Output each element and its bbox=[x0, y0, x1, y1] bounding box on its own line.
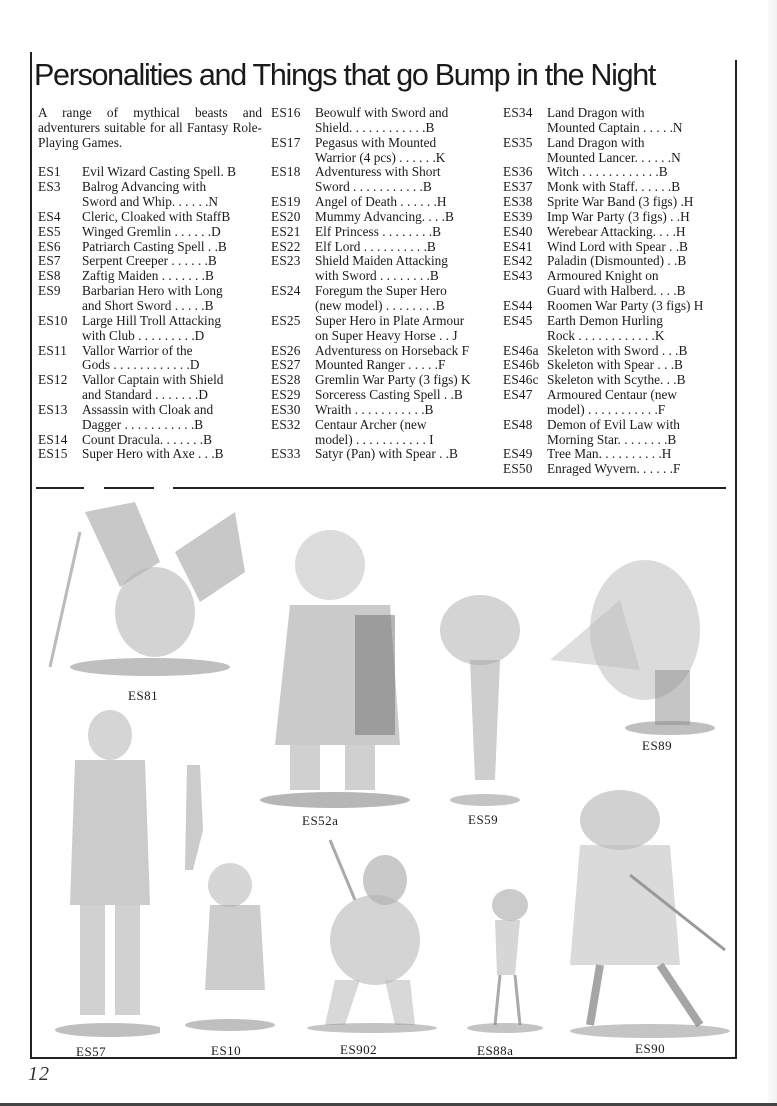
figure-label: ES59 bbox=[468, 812, 499, 827]
product-code: ES23 bbox=[271, 253, 301, 269]
description-line: Wraith . . . . . . . . . . .B bbox=[315, 401, 434, 417]
product-code: ES13 bbox=[38, 401, 68, 417]
description-line: Satyr (Pan) with Spear . .B bbox=[315, 446, 458, 462]
description-line: Sword . . . . . . . . . . .B bbox=[315, 179, 432, 195]
figure-label: ES52a bbox=[302, 813, 339, 828]
product-description bbox=[315, 314, 499, 344]
description-line: Foregum the Super Hero bbox=[315, 283, 447, 299]
product-code: ES50 bbox=[503, 461, 533, 477]
catalogue-entry bbox=[503, 136, 731, 166]
page-edge-shadow bbox=[768, 0, 777, 1106]
catalogue-entry bbox=[271, 240, 499, 255]
description-line: Werebear Attacking. . . .H bbox=[547, 223, 686, 239]
product-description bbox=[315, 165, 499, 195]
description-line: Elf Lord . . . . . . . . . .B bbox=[315, 238, 436, 254]
product-description bbox=[547, 358, 731, 373]
catalogue-entry bbox=[503, 388, 731, 418]
product-description bbox=[547, 418, 731, 448]
product-code: ES1 bbox=[38, 164, 61, 180]
figure-es57 bbox=[40, 705, 160, 1060]
description-line: Mounted Lancer. . . . . .N bbox=[547, 149, 681, 165]
product-code: ES22 bbox=[271, 238, 301, 254]
description-line: Zaftig Maiden . . . . . . .B bbox=[82, 268, 214, 284]
figure-es88a bbox=[455, 885, 545, 1060]
product-code: ES30 bbox=[271, 401, 301, 417]
product-code: ES3 bbox=[38, 179, 61, 195]
product-code: ES9 bbox=[38, 283, 61, 299]
catalogue-entry bbox=[271, 225, 499, 240]
catalogue-entry bbox=[503, 462, 731, 477]
tree-creature-figure-image bbox=[430, 560, 530, 810]
description-line: Dagger . . . . . . . . . . .B bbox=[82, 416, 204, 432]
product-description bbox=[315, 418, 499, 448]
catalogue-entry bbox=[38, 447, 262, 462]
product-description bbox=[315, 225, 499, 240]
product-code: ES39 bbox=[503, 208, 533, 224]
product-description bbox=[82, 447, 262, 462]
figure-es90 bbox=[560, 785, 740, 1060]
description-line: with Sword . . . . . . . .B bbox=[315, 268, 439, 284]
skeleton-figure-image bbox=[455, 885, 545, 1035]
product-description bbox=[82, 210, 262, 225]
product-description bbox=[547, 344, 731, 359]
figure-es59 bbox=[430, 560, 530, 830]
description-line: Barbarian Hero with Long bbox=[82, 283, 223, 299]
product-description bbox=[547, 462, 731, 477]
figure-label: ES88a bbox=[477, 1043, 514, 1058]
product-code: ES17 bbox=[271, 134, 301, 150]
product-description bbox=[82, 373, 262, 403]
product-description bbox=[315, 447, 499, 462]
description-line: Gods . . . . . . . . . . . .D bbox=[82, 357, 200, 373]
product-code: ES18 bbox=[271, 164, 301, 180]
description-line: Mounted Captain . . . . .N bbox=[547, 119, 683, 135]
product-description bbox=[547, 314, 731, 344]
product-code: ES28 bbox=[271, 372, 301, 388]
product-code: ES12 bbox=[38, 372, 68, 388]
product-code: ES20 bbox=[271, 208, 301, 224]
product-description bbox=[82, 180, 262, 210]
product-description bbox=[547, 106, 731, 136]
product-description bbox=[547, 254, 731, 269]
description-line: Large Hill Troll Attacking bbox=[82, 312, 222, 328]
product-code: ES33 bbox=[271, 446, 301, 462]
hill-troll-figure-image bbox=[175, 760, 285, 1040]
description-line: Skeleton with Spear . . .B bbox=[547, 357, 683, 373]
description-line: Serpent Creeper . . . . . .B bbox=[82, 253, 217, 269]
catalogue-entry bbox=[38, 373, 262, 403]
product-description bbox=[82, 344, 262, 374]
product-code: ES14 bbox=[38, 431, 68, 447]
description-line: Mounted Ranger . . . . .F bbox=[315, 357, 446, 373]
description-line: Shield. . . . . . . . . . . .B bbox=[315, 119, 435, 135]
catalogue-column-2 bbox=[271, 106, 499, 462]
catalogue-entry bbox=[503, 210, 731, 225]
product-description bbox=[315, 284, 499, 314]
description-line: Mummy Advancing. . . .B bbox=[315, 208, 454, 224]
catalogue-column-1 bbox=[38, 106, 262, 462]
product-description bbox=[82, 240, 262, 255]
product-code: ES15 bbox=[38, 446, 68, 462]
description-line: Armoured Knight on bbox=[547, 268, 659, 284]
catalogue-entry bbox=[503, 254, 731, 269]
winged-demon-figure-image bbox=[540, 520, 750, 735]
product-description bbox=[82, 314, 262, 344]
description-line: Super Hero with Axe . . .B bbox=[82, 446, 224, 462]
description-line: Vallor Warrior of the bbox=[82, 342, 193, 358]
product-code: ES34 bbox=[503, 105, 533, 120]
description-line: Sprite War Band (3 figs) .H bbox=[547, 194, 694, 210]
product-description bbox=[315, 136, 499, 166]
catalogue-entry bbox=[271, 447, 499, 462]
catalogue-entry bbox=[503, 344, 731, 359]
product-description bbox=[547, 447, 731, 462]
catalogue-entry bbox=[271, 254, 499, 284]
catalogue-entry bbox=[38, 433, 262, 448]
catalogue-entry bbox=[271, 210, 499, 225]
product-code: ES38 bbox=[503, 194, 533, 210]
description-line: Monk with Staff. . . . . .B bbox=[547, 179, 681, 195]
product-code: ES47 bbox=[503, 387, 533, 403]
catalogue-entry bbox=[271, 106, 499, 136]
product-code: ES27 bbox=[271, 357, 301, 373]
catalogue-entry bbox=[271, 314, 499, 344]
product-description bbox=[547, 210, 731, 225]
description-line: Winged Gremlin . . . . . .D bbox=[82, 223, 221, 239]
product-code: ES21 bbox=[271, 223, 301, 239]
beast-figure-image bbox=[300, 830, 440, 1035]
description-line: Vallor Captain with Shield bbox=[82, 372, 224, 388]
description-line: Skeleton with Sword . . .B bbox=[547, 342, 688, 358]
description-line: Elf Princess . . . . . . . .B bbox=[315, 223, 441, 239]
product-code: ES24 bbox=[271, 283, 301, 299]
description-line: Count Dracula. . . . . . .B bbox=[82, 431, 212, 447]
description-line: (new model) . . . . . . . .B bbox=[315, 297, 445, 313]
description-line: Adventuress with Short bbox=[315, 164, 441, 180]
product-description bbox=[547, 195, 731, 210]
product-code: ES41 bbox=[503, 238, 533, 254]
product-description bbox=[547, 373, 731, 388]
page-title: Personalities and Things that go Bump in the Night bbox=[34, 58, 656, 93]
description-line: and Standard . . . . . . .D bbox=[82, 387, 208, 403]
figure-label: ES902 bbox=[340, 1042, 378, 1057]
catalogue-entry bbox=[271, 195, 499, 210]
description-line: Earth Demon Hurling bbox=[547, 312, 663, 328]
description-line: Morning Star. . . . . . . .B bbox=[547, 431, 677, 447]
catalogue-entry bbox=[503, 447, 731, 462]
catalogue-entry bbox=[503, 106, 731, 136]
catalogue-entry bbox=[271, 344, 499, 359]
description-line: Warrior (4 pcs) . . . . . .K bbox=[315, 149, 446, 165]
description-line: Super Hero in Plate Armour bbox=[315, 312, 465, 328]
catalogue-entry bbox=[38, 165, 262, 180]
catalogue-entry bbox=[38, 269, 262, 284]
product-code: ES46c bbox=[503, 372, 539, 388]
description-line: model) . . . . . . . . . . .F bbox=[547, 401, 666, 417]
catalogue-entry bbox=[271, 165, 499, 195]
catalogue-entry bbox=[503, 180, 731, 195]
catalogue-entry bbox=[271, 418, 499, 448]
product-code: ES25 bbox=[271, 312, 301, 328]
description-line: Witch . . . . . . . . . . . .B bbox=[547, 164, 668, 180]
description-line: Enraged Wyvern. . . . . .F bbox=[547, 461, 681, 477]
description-line: Gremlin War Party (3 figs) K bbox=[315, 372, 471, 388]
product-code: ES44 bbox=[503, 297, 533, 313]
warrior-figure-image bbox=[560, 785, 740, 1040]
description-line: Evil Wizard Casting Spell. B bbox=[82, 164, 236, 180]
catalogue-entry bbox=[38, 403, 262, 433]
description-line: Land Dragon with bbox=[547, 105, 645, 120]
product-code: ES37 bbox=[503, 179, 533, 195]
description-line: Balrog Advancing with bbox=[82, 179, 207, 195]
product-description bbox=[82, 433, 262, 448]
catalogue-entry bbox=[271, 284, 499, 314]
catalogue-entry bbox=[38, 240, 262, 255]
description-line: model) . . . . . . . . . . . I bbox=[315, 431, 434, 447]
product-description bbox=[82, 403, 262, 433]
product-code: ES7 bbox=[38, 253, 61, 269]
product-code: ES46a bbox=[503, 342, 539, 358]
product-description bbox=[315, 195, 499, 210]
description-line: Assassin with Cloak and bbox=[82, 401, 214, 417]
catalogue-entry bbox=[271, 403, 499, 418]
catalogue-entry bbox=[503, 299, 731, 314]
description-line: with Club . . . . . . . . .D bbox=[82, 327, 205, 343]
catalogue-entry bbox=[271, 136, 499, 166]
product-code: ES35 bbox=[503, 134, 533, 150]
figure-label: ES81 bbox=[128, 688, 159, 703]
product-description bbox=[315, 403, 499, 418]
description-line: Rock . . . . . . . . . . . .K bbox=[547, 327, 665, 343]
product-code: ES10 bbox=[38, 312, 68, 328]
catalogue-entry bbox=[271, 358, 499, 373]
description-line: Centaur Archer (new bbox=[315, 416, 427, 432]
catalogue-entry bbox=[38, 210, 262, 225]
catalogue-entry bbox=[271, 388, 499, 403]
description-line: Tree Man. . . . . . . . . .H bbox=[547, 446, 672, 462]
product-description bbox=[315, 106, 499, 136]
description-line: Cleric, Cloaked with StaffB bbox=[82, 208, 231, 224]
description-line: Imp War Party (3 figs) . .H bbox=[547, 208, 690, 224]
catalogue-entry bbox=[503, 373, 731, 388]
catalogue-entry bbox=[503, 358, 731, 373]
catalogue-entry bbox=[503, 418, 731, 448]
product-description bbox=[547, 165, 731, 180]
figure-es10 bbox=[175, 760, 285, 1060]
catalogue-entry bbox=[503, 195, 731, 210]
description-line: Guard with Halberd. . . .B bbox=[547, 283, 686, 299]
catalogue-entry bbox=[503, 225, 731, 240]
figure-label: ES57 bbox=[76, 1044, 107, 1059]
catalogue-entry bbox=[503, 314, 731, 344]
catalogue-entry bbox=[38, 284, 262, 314]
product-description bbox=[547, 299, 731, 314]
catalogue-entry bbox=[38, 254, 262, 269]
product-code: ES4 bbox=[38, 208, 61, 224]
product-code: ES49 bbox=[503, 446, 533, 462]
figure-label: ES89 bbox=[642, 738, 673, 753]
description-line: Patriarch Casting Spell . .B bbox=[82, 238, 227, 254]
product-code: ES26 bbox=[271, 342, 301, 358]
description-line: Demon of Evil Law with bbox=[547, 416, 680, 432]
description-line: Paladin (Dismounted) . .B bbox=[547, 253, 687, 269]
product-description bbox=[82, 269, 262, 284]
description-line: Angel of Death . . . . . .H bbox=[315, 194, 447, 210]
product-description bbox=[547, 225, 731, 240]
description-line: Sword and Whip. . . . . .N bbox=[82, 194, 219, 210]
product-code: ES48 bbox=[503, 416, 533, 432]
product-description bbox=[82, 254, 262, 269]
divider-rule-segment bbox=[36, 487, 84, 489]
dragon-figure-image bbox=[40, 492, 260, 682]
product-code: ES11 bbox=[38, 342, 68, 358]
description-line: Sorceress Casting Spell . .B bbox=[315, 387, 463, 403]
product-code: ES40 bbox=[503, 223, 533, 239]
product-code: ES29 bbox=[271, 387, 301, 403]
product-description bbox=[315, 254, 499, 284]
figure-es902 bbox=[300, 830, 440, 1060]
description-line: Beowulf with Sword and bbox=[315, 105, 449, 120]
product-code: ES5 bbox=[38, 223, 61, 239]
product-code: ES19 bbox=[271, 194, 301, 210]
product-description bbox=[547, 388, 731, 418]
figure-label: ES10 bbox=[211, 1043, 242, 1058]
description-line: Armoured Centaur (new bbox=[547, 387, 677, 403]
product-description bbox=[315, 388, 499, 403]
description-line: Land Dragon with bbox=[547, 134, 645, 150]
product-description bbox=[547, 269, 731, 299]
divider-rule-segment bbox=[104, 487, 154, 489]
product-description bbox=[315, 358, 499, 373]
description-line: Roomen War Party (3 figs) H bbox=[547, 297, 704, 313]
product-description bbox=[82, 225, 262, 240]
product-code: ES32 bbox=[271, 416, 301, 432]
catalogue-entry bbox=[271, 373, 499, 388]
description-line: Wind Lord with Spear . .B bbox=[547, 238, 688, 254]
troll-figure-image bbox=[40, 705, 160, 1040]
product-code: ES36 bbox=[503, 164, 533, 180]
product-code: ES8 bbox=[38, 268, 61, 284]
catalogue-entry bbox=[38, 225, 262, 240]
product-description bbox=[315, 373, 499, 388]
description-line: Pegasus with Mounted bbox=[315, 134, 437, 150]
product-code: ES46b bbox=[503, 357, 540, 373]
figure-es81 bbox=[40, 492, 260, 704]
description-line: and Short Sword . . . . .B bbox=[82, 297, 214, 313]
description-line: on Super Heavy Horse . . J bbox=[315, 327, 458, 343]
product-code: ES43 bbox=[503, 268, 533, 284]
product-description bbox=[315, 240, 499, 255]
divider-rule-segment bbox=[173, 487, 726, 489]
description-line: Shield Maiden Attacking bbox=[315, 253, 448, 269]
figure-label: ES90 bbox=[635, 1041, 666, 1056]
product-code: ES6 bbox=[38, 238, 61, 254]
catalogue-entry bbox=[38, 344, 262, 374]
page-number: 12 bbox=[28, 1063, 50, 1085]
frame-left-rule bbox=[30, 52, 32, 1059]
product-code: ES16 bbox=[271, 105, 301, 120]
product-code: ES42 bbox=[503, 253, 533, 269]
catalogue-entry bbox=[38, 314, 262, 344]
catalogue-entry bbox=[38, 180, 262, 210]
product-description bbox=[82, 284, 262, 314]
figure-es89 bbox=[540, 520, 750, 755]
catalogue-entry bbox=[503, 240, 731, 255]
description-line: Skeleton with Scythe. . .B bbox=[547, 372, 686, 388]
catalogue-entry bbox=[503, 165, 731, 180]
catalogue-column-3 bbox=[503, 106, 731, 477]
product-description bbox=[315, 344, 499, 359]
product-description bbox=[82, 165, 262, 180]
product-description bbox=[315, 210, 499, 225]
product-code: ES45 bbox=[503, 312, 533, 328]
product-description bbox=[547, 180, 731, 195]
description-line: Adventuress on Horseback F bbox=[315, 342, 469, 358]
catalogue-entry bbox=[503, 269, 731, 299]
product-description bbox=[547, 136, 731, 166]
product-description bbox=[547, 240, 731, 255]
intro-paragraph: A range of mythical beasts and adventurers suitable for all Fantasy Role-Playing Games. bbox=[38, 105, 262, 150]
